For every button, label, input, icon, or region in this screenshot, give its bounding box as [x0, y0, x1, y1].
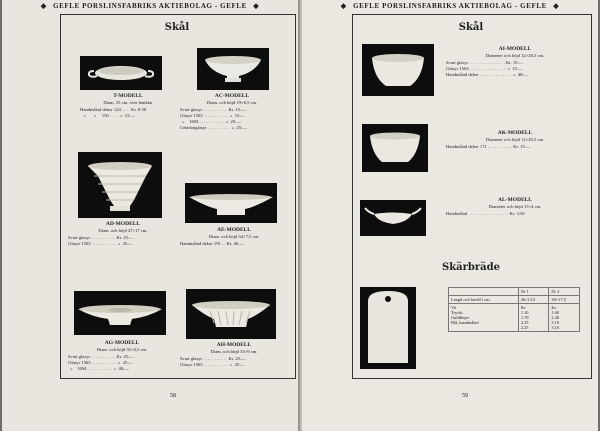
ac-model-caption — [180, 93, 284, 131]
table-row — [449, 304, 580, 332]
al-model-photo — [360, 200, 426, 236]
price-line: Svart glasyr . . . . . . . . . . . Kr. 25:— — [68, 353, 134, 359]
price-line: Handmålad dekor 171 . . . . . . . . . . . Kr. 15:— — [446, 143, 531, 149]
left-page-number: 58 — [170, 393, 176, 399]
ae-model-caption — [180, 227, 288, 247]
price-line: Glasyr 1563 . . . . . . . . . . . » 25:— — [68, 359, 134, 365]
price-value: 2.40 — [551, 315, 560, 320]
caption-line: Diameter och höjd 12×20,5 cm. — [485, 137, 545, 143]
model-name: AL-MODELL — [498, 197, 532, 203]
row-label: Guldlinjer — [451, 315, 470, 320]
price-value: 1.10 — [520, 310, 529, 315]
diamond-icon: ◆ — [40, 2, 47, 10]
left-section-title: Skål — [164, 22, 190, 33]
right-section-title: Skål — [458, 22, 484, 33]
caption-line: Diameter och höjd 15×4 cm. — [488, 204, 542, 210]
t-model-caption — [80, 93, 176, 119]
price-line: Glasyr 1563 . . . . . . . . . . . » 25:— — [180, 361, 246, 367]
price-value: 3.10 — [551, 325, 560, 330]
currency-label: Kr. — [520, 305, 527, 310]
table-cell — [449, 304, 519, 332]
price-line: Glasyr 1563 . . . . . . . . . . . » 25:— — [68, 240, 134, 246]
diamond-icon: ◆ — [340, 2, 347, 10]
right-page — [302, 0, 598, 431]
cutting-board-photo — [360, 287, 416, 369]
ac-model-photo — [197, 48, 269, 90]
price-line: Handmålad dekor 191 . . Kr. 40:— — [180, 240, 244, 246]
board-section-title: Skärbräde — [442, 262, 500, 273]
caption-line: Diam. 33 cm. över hänklar — [103, 100, 153, 106]
price-line: Svart glasyr . . . . . . . . . . . Kr. 25:— — [68, 234, 134, 240]
diamond-icon: ◆ — [553, 2, 560, 10]
currency-label: Kr. — [551, 305, 557, 310]
row-label: Blå, handmålad — [451, 320, 479, 325]
row-label: Vit — [451, 305, 457, 310]
table-cell: 30×17,5 — [549, 296, 580, 304]
price-line: Svart glasyr . . . . . . . . . . . Kr. 25:— — [180, 355, 246, 361]
price-line: Glasyr 1563 . . . . . . . . . . . » 15:— — [180, 112, 246, 118]
price-value: 2.25 — [520, 325, 529, 330]
table-header: Nr 2 — [549, 288, 580, 296]
right-page-header — [302, 2, 598, 10]
left-page-header — [2, 2, 298, 10]
price-line: Handmålad dekor . . . . . . . . . . . . . . » 40:— — [446, 71, 529, 77]
price-line: Handmålad dekor 124 . . . . Kr. 8:50 — [80, 106, 147, 112]
caption-line: Diam. och höjd 35×6,5 cm. — [96, 347, 148, 353]
ad-model-caption — [68, 221, 178, 247]
price-line: Celadonglasyr . . . . . . . . . . » 25:— — [180, 125, 247, 131]
right-page-number: 59 — [462, 393, 468, 399]
table-row — [449, 296, 580, 304]
ag-model-caption — [68, 340, 176, 372]
price-value: 1.60 — [551, 310, 560, 315]
ai-model-caption — [446, 46, 584, 78]
row-label: Tryckt — [451, 310, 463, 315]
price-line: Glasyr 1563 . . . . . . . . . . . . . . . . » 15:— — [446, 65, 523, 71]
ak-model-photo — [362, 124, 428, 172]
price-line: Svart glasyr . . . . . . . . . . . . . . . . Kr. 15:— — [446, 59, 524, 65]
caption-line: Diam. och höjd 33×9 cm. — [210, 349, 258, 355]
model-name: AD-MODELL — [105, 221, 141, 227]
price-line: Svart glasyr . . . . . . . . . . . Kr. 15:— — [180, 106, 246, 112]
table-cell — [549, 304, 580, 332]
caption-line: Diam. och höjd 19×6,5 cm. — [206, 100, 258, 106]
ah-model-caption — [180, 342, 288, 368]
ae-model-photo — [185, 183, 277, 223]
header-text: GEFLE PORSLINSFABRIKS AKTIEBOLAG - GEFLE — [353, 2, 547, 10]
price-value: 3.10 — [551, 320, 560, 325]
model-name: AH-MODELL — [216, 342, 252, 348]
ak-model-caption — [446, 130, 584, 150]
price-line: » 1694 . . . . . . . . . . . » 40:— — [68, 365, 129, 371]
caption-line: Diam. och höjd 34×7,5 cm. — [208, 234, 260, 240]
price-line: » 1694 . . . . . . . . . . . » 25:— — [180, 118, 241, 124]
al-model-caption — [446, 197, 584, 217]
cutting-board-price-table — [448, 287, 580, 332]
ad-model-photo — [78, 152, 162, 218]
table-cell: 26×13,5 — [518, 296, 549, 304]
price-value: 1.70 — [520, 315, 529, 320]
price-line: Handmålad . . . . . . . . . . . . . . . . . . Kr. 3:50 — [446, 210, 525, 216]
left-page — [2, 0, 298, 431]
caption-line: Diameter och höjd 12×20,5 cm. — [485, 53, 545, 59]
header-text: GEFLE PORSLINSFABRIKS AKTIEBOLAG - GEFLE — [53, 2, 247, 10]
model-name: AE-MODELL — [217, 227, 251, 233]
t-model-photo — [80, 56, 162, 90]
table-row — [449, 288, 580, 296]
diamond-icon: ◆ — [253, 2, 260, 10]
ag-model-photo — [74, 291, 166, 335]
table-cell — [449, 288, 519, 296]
model-name: AC-MODELL — [214, 93, 250, 99]
ah-model-photo — [186, 289, 276, 339]
price-line: » » 150 . . . . » 15:— — [80, 112, 136, 118]
table-cell: Längd och bredd i cm. — [449, 296, 519, 304]
model-name: AI-MODELL — [498, 46, 532, 52]
model-name: AG-MODELL — [104, 340, 140, 346]
model-name: AK-MODELL — [497, 130, 533, 136]
price-value: 2.25 — [520, 320, 529, 325]
model-name: T-MODELL — [113, 93, 143, 99]
caption-line: Diam. och höjd 27×17 cm. — [98, 228, 148, 234]
table-header: Nr 1 — [518, 288, 549, 296]
ai-model-photo — [362, 44, 434, 96]
table-cell — [518, 304, 549, 332]
